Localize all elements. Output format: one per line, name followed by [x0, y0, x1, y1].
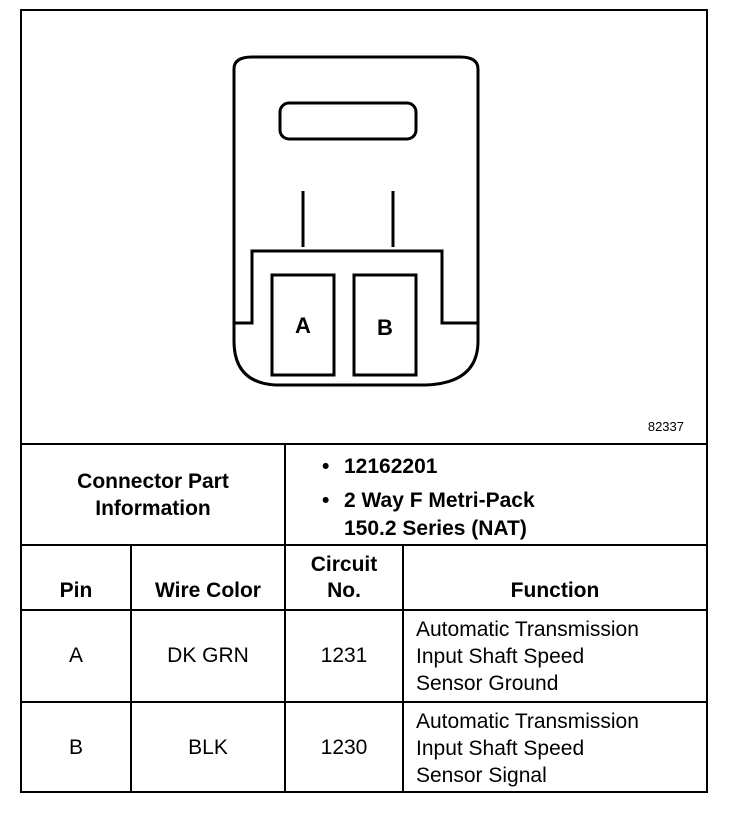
lock-slot	[280, 103, 416, 139]
connector-chart	[20, 9, 708, 793]
row-a-pin: A	[68, 644, 83, 667]
row-b-circuit: 1230	[320, 736, 368, 759]
part-info-label-line2: Information	[95, 496, 211, 520]
header-pin: Pin	[59, 579, 93, 602]
row-a-function-line3: Sensor Ground	[416, 672, 559, 695]
header-circuit-line2: No.	[327, 578, 361, 602]
header-circuit-line1: Circuit	[310, 552, 378, 576]
part-description-line2: 150.2 Series (NAT)	[344, 517, 527, 540]
row-b-function-line2: Input Shaft Speed	[416, 737, 585, 760]
row-b-function-line1: Automatic Transmission	[416, 710, 639, 733]
cavity-a-label: A	[295, 313, 311, 338]
row-a-circuit: 1231	[320, 644, 368, 667]
connector-diagram	[22, 11, 706, 443]
part-description-line1: • 2 Way F Metri-Pack	[344, 487, 706, 515]
part-info-label	[22, 445, 284, 544]
header-circuit	[286, 546, 402, 609]
row-a-function	[404, 616, 706, 697]
row-a-wire-color: DK GRN	[167, 644, 249, 667]
row-b-function	[404, 708, 706, 789]
header-wire-color: Wire Color	[155, 579, 261, 602]
part-number: • 12162201	[344, 453, 706, 481]
row-a-function-line1: Automatic Transmission	[416, 618, 639, 641]
row-b-function-line3: Sensor Signal	[416, 764, 547, 787]
row-a-function-line2: Input Shaft Speed	[416, 645, 585, 668]
part-info-values	[302, 445, 706, 545]
cavity-b-label: B	[377, 315, 393, 340]
part-info-label-line1: Connector Part	[77, 469, 229, 493]
row-b-wire-color: BLK	[188, 736, 228, 759]
header-function: Function	[510, 579, 600, 602]
figure-number: 82337	[647, 419, 684, 434]
row-b-pin: B	[68, 736, 83, 759]
connector-face-drawing	[22, 11, 706, 443]
